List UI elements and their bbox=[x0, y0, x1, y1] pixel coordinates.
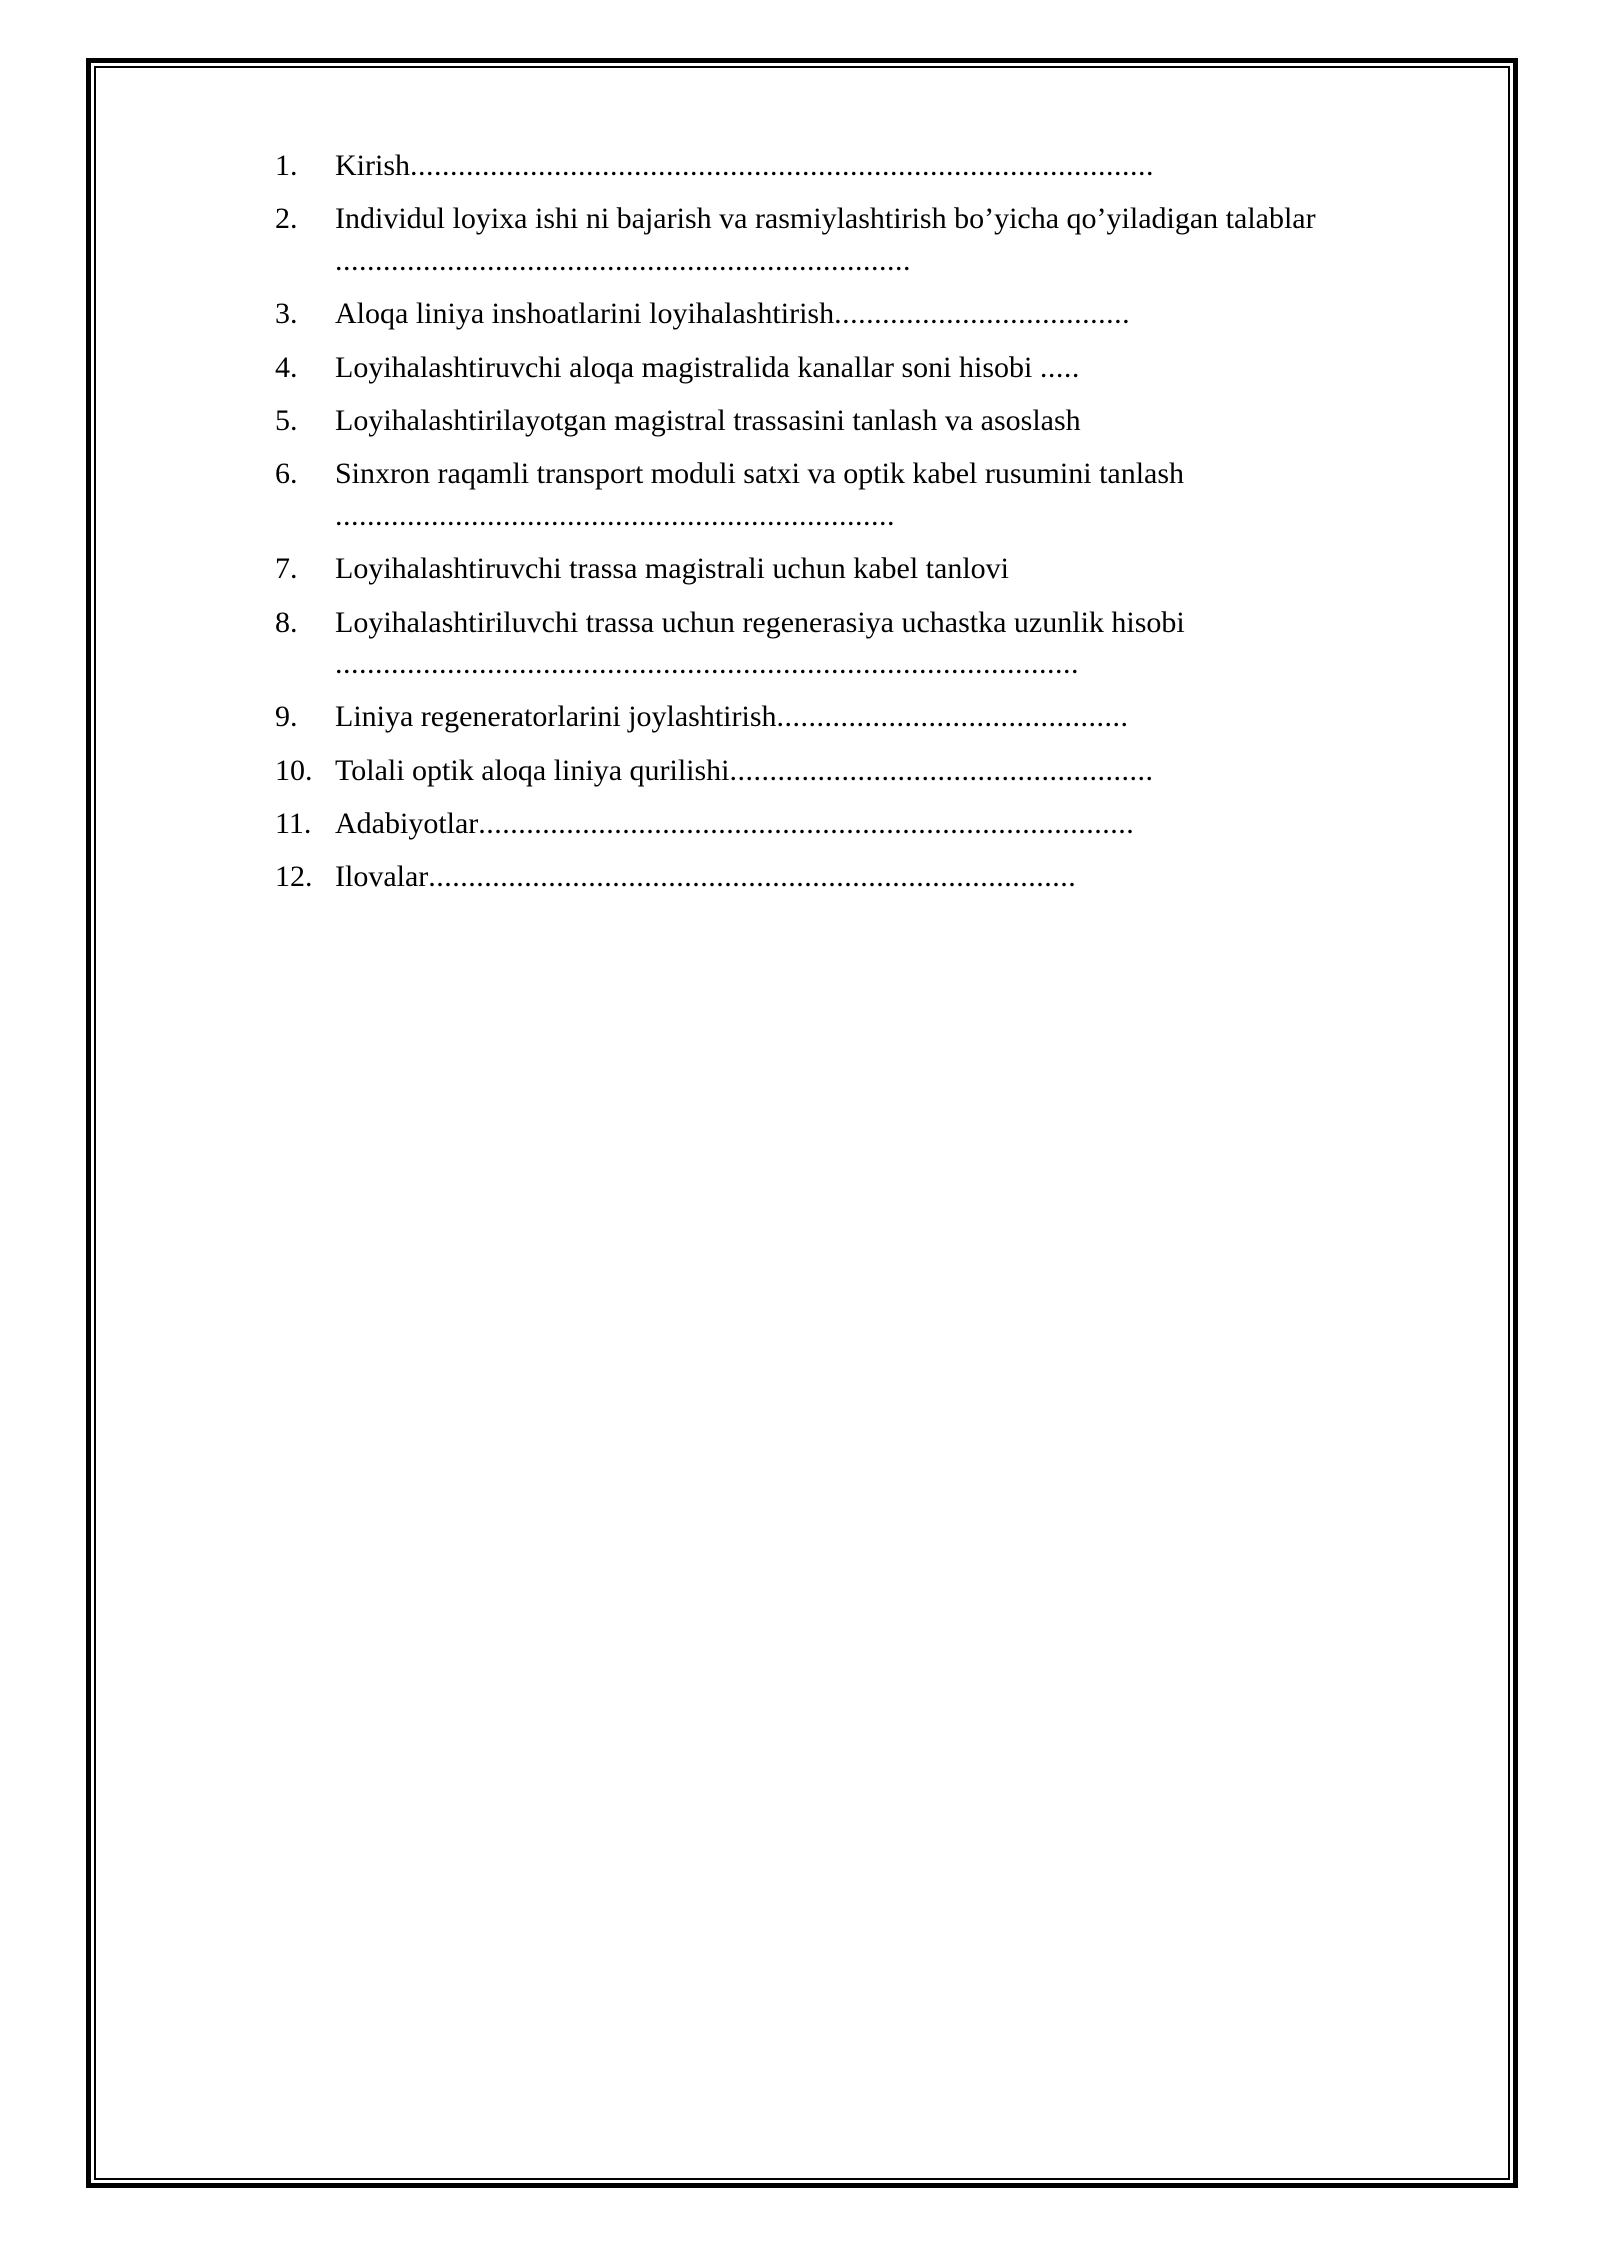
toc-item-number: 10. bbox=[275, 753, 313, 787]
list-item bbox=[275, 347, 1425, 388]
toc-leader-dots: ............................................................................................. bbox=[410, 149, 1154, 182]
toc-item-number: 3. bbox=[275, 297, 298, 331]
toc-leader-dots: ................................................................................. bbox=[428, 860, 1077, 894]
list-item bbox=[275, 750, 1425, 791]
toc-item-number: 5. bbox=[275, 403, 298, 437]
list-item bbox=[275, 293, 1425, 334]
list-item bbox=[275, 696, 1425, 737]
table-of-contents bbox=[275, 145, 1425, 910]
toc-leader-dots: ............................................................................................. bbox=[335, 646, 1079, 680]
toc-item-number: 12. bbox=[275, 860, 313, 894]
toc-item-number: 6. bbox=[275, 457, 298, 491]
toc-entry-text: Adabiyotlar bbox=[335, 807, 479, 841]
list-item bbox=[275, 548, 1425, 589]
toc-item-number: 7. bbox=[275, 552, 298, 586]
toc-entry-text: Sinxron raqamli transport moduli satxi va optik kabel rusumini tanlash bbox=[335, 457, 1185, 491]
toc-leader-dots: .................................................................................. bbox=[478, 807, 1135, 841]
toc-list bbox=[275, 145, 1425, 898]
toc-entry-text: Loyihalashtiruvchi aloqa magistralida kanallar soni hisobi bbox=[335, 350, 1040, 384]
toc-entry-text: Tolali optik aloqa liniya qurilishi bbox=[335, 753, 730, 787]
toc-entry-text: Ilovalar bbox=[335, 860, 429, 894]
toc-entry-text: Aloqa liniya inshoatlarini loyihalashtirish bbox=[335, 297, 835, 331]
toc-entry-text: Liniya regeneratorlarini joylashtirish bbox=[335, 700, 777, 734]
toc-entry-text: Loyihalashtirilayotgan magistral trassasini tanlash va asoslash bbox=[335, 403, 1081, 437]
toc-leader-dots: ............................................ bbox=[776, 700, 1129, 734]
toc-item-number: 4. bbox=[275, 350, 298, 384]
toc-leader-dots: ..... bbox=[1039, 350, 1080, 384]
list-item bbox=[275, 453, 1425, 536]
toc-entry-text: Kirish bbox=[335, 149, 410, 182]
toc-item-number: 1. bbox=[275, 149, 298, 182]
toc-item-number: 2. bbox=[275, 202, 298, 236]
toc-item-number: 8. bbox=[275, 605, 298, 639]
list-item bbox=[275, 602, 1425, 685]
list-item bbox=[275, 145, 1425, 186]
list-item bbox=[275, 198, 1425, 281]
list-item bbox=[275, 856, 1425, 897]
toc-leader-dots: ..................................... bbox=[834, 297, 1131, 331]
toc-leader-dots: ........................................................................ bbox=[335, 243, 911, 277]
toc-item-number: 9. bbox=[275, 700, 298, 734]
toc-entry-text: Loyihalashtiruvchi trassa magistrali uchun kabel tanlovi bbox=[335, 552, 1009, 586]
toc-leader-dots: ...................................................................... bbox=[335, 498, 895, 532]
list-item bbox=[275, 400, 1425, 441]
toc-leader-dots: ..................................................... bbox=[729, 753, 1154, 787]
toc-entry-text: Loyihalashtiriluvchi trassa uchun regenerasiya uchastka uzunlik hisobi bbox=[335, 605, 1185, 639]
toc-entry-text: Individul loyixa ishi ni bajarish va rasmiylashtirish bo’yicha qo’yiladigan talablar bbox=[335, 202, 1316, 236]
toc-item-number: 11. bbox=[275, 807, 312, 841]
list-item bbox=[275, 803, 1425, 844]
